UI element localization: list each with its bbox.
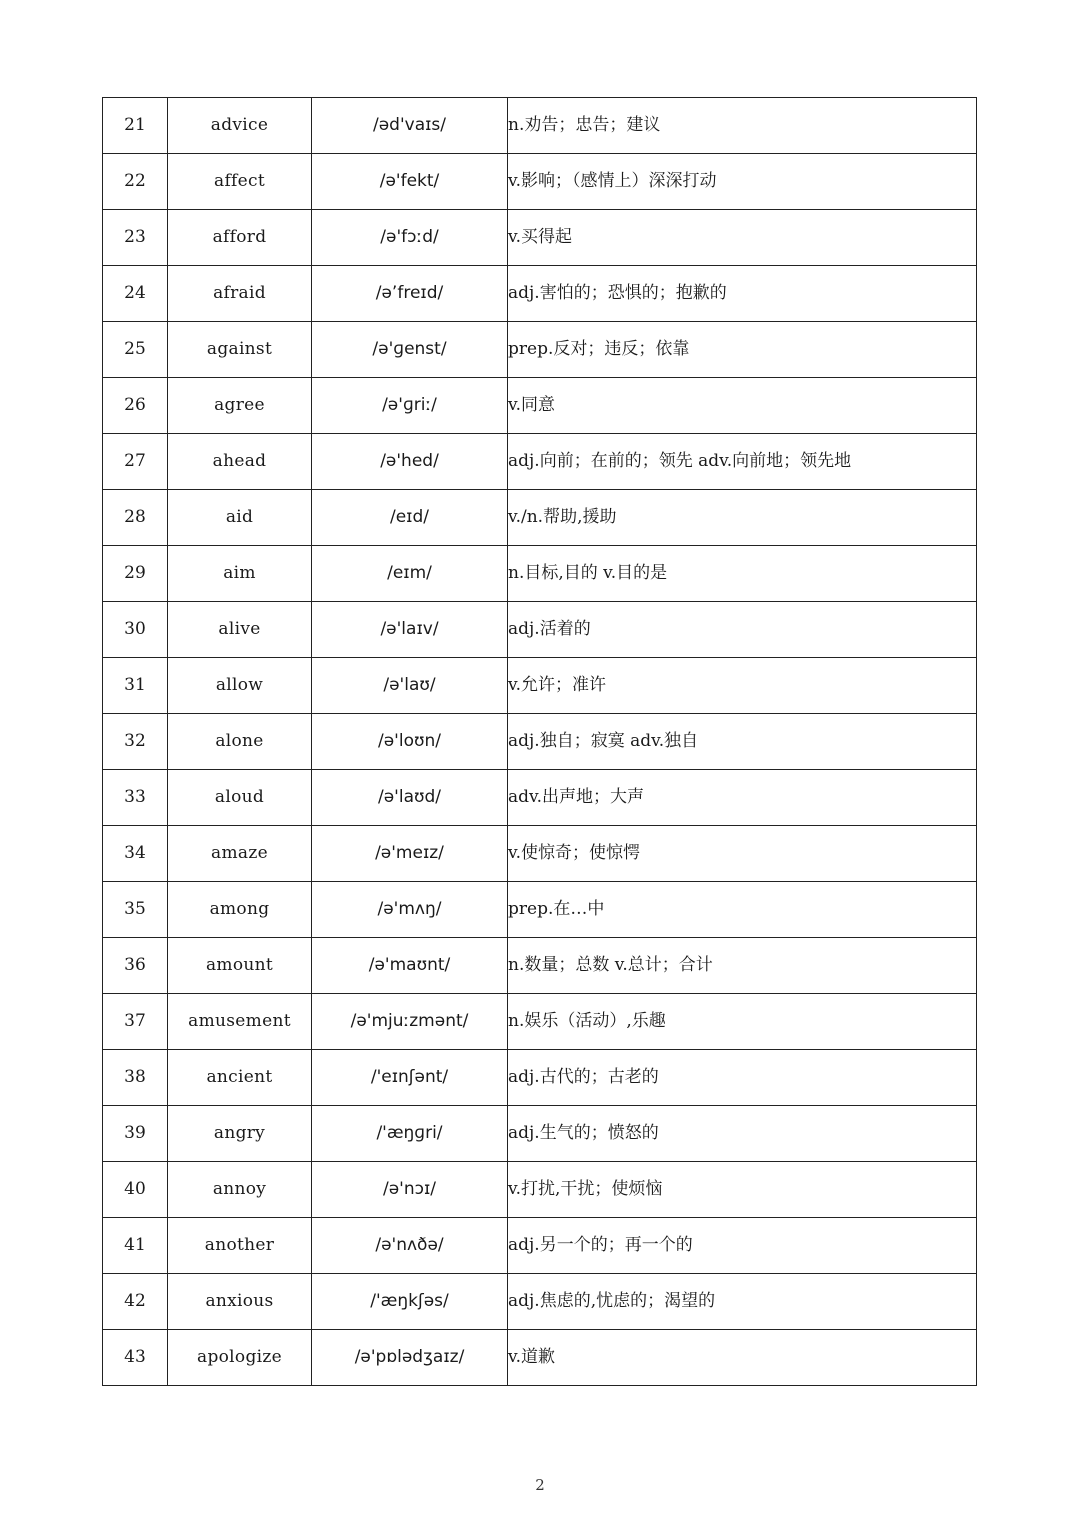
phonetic-cell: /eɪd/ [312,490,508,546]
word-cell: ahead [168,434,312,490]
row-number: 22 [103,154,168,210]
row-number: 31 [103,658,168,714]
definition-cell: n.娱乐（活动）,乐趣 [508,994,977,1050]
phonetic-cell: /ə’freɪd/ [312,266,508,322]
definition-cell: adj.焦虑的,忧虑的；渴望的 [508,1274,977,1330]
word-cell: allow [168,658,312,714]
word-cell: ancient [168,1050,312,1106]
word-cell: aid [168,490,312,546]
word-cell: aloud [168,770,312,826]
phonetic-cell: /ə'laɪv/ [312,602,508,658]
word-cell: alive [168,602,312,658]
row-number: 28 [103,490,168,546]
phonetic-cell: /ə'maʊnt/ [312,938,508,994]
phonetic-cell: /ə'laʊd/ [312,770,508,826]
row-number: 42 [103,1274,168,1330]
word-cell: afraid [168,266,312,322]
table-row [103,658,977,714]
definition-cell: n.数量；总数 v.总计；合计 [508,938,977,994]
phonetic-cell: /ə'pɒlədʒaɪz/ [312,1330,508,1386]
phonetic-cell: /ə'mjuːzmənt/ [312,994,508,1050]
table-row [103,266,977,322]
definition-cell: adj.独自；寂寞 adv.独自 [508,714,977,770]
phonetic-cell: /'æŋkʃəs/ [312,1274,508,1330]
row-number: 34 [103,826,168,882]
row-number: 35 [103,882,168,938]
definition-cell: prep.反对；违反；依靠 [508,322,977,378]
table-row [103,154,977,210]
word-cell: apologize [168,1330,312,1386]
definition-cell: v.道歉 [508,1330,977,1386]
definition-cell: n.目标,目的 v.目的是 [508,546,977,602]
word-cell: agree [168,378,312,434]
word-cell: anxious [168,1274,312,1330]
phonetic-cell: /ə'ɡriː/ [312,378,508,434]
table-row [103,770,977,826]
row-number: 25 [103,322,168,378]
row-number: 40 [103,1162,168,1218]
table-row [103,938,977,994]
definition-cell: v.影响；（感情上）深深打动 [508,154,977,210]
phonetic-cell: /'æŋɡri/ [312,1106,508,1162]
table-row [103,1330,977,1386]
phonetic-cell: /ə'fɔːd/ [312,210,508,266]
phonetic-cell: /ə'laʊ/ [312,658,508,714]
word-cell: amusement [168,994,312,1050]
row-number: 43 [103,1330,168,1386]
word-cell: affect [168,154,312,210]
table-row [103,1050,977,1106]
word-cell: another [168,1218,312,1274]
row-number: 30 [103,602,168,658]
row-number: 21 [103,98,168,154]
table-row [103,378,977,434]
definition-cell: adj.古代的；古老的 [508,1050,977,1106]
definition-cell: v.买得起 [508,210,977,266]
phonetic-cell: /ə'fekt/ [312,154,508,210]
definition-cell: v.使惊奇；使惊愕 [508,826,977,882]
definition-cell: v.同意 [508,378,977,434]
definition-cell: adj.向前；在前的；领先 adv.向前地；领先地 [508,434,977,490]
word-cell: amaze [168,826,312,882]
row-number: 36 [103,938,168,994]
table-row [103,602,977,658]
word-cell: amount [168,938,312,994]
table-row [103,98,977,154]
table-row [103,490,977,546]
table-row [103,1274,977,1330]
row-number: 33 [103,770,168,826]
definition-cell: prep.在…中 [508,882,977,938]
row-number: 38 [103,1050,168,1106]
row-number: 41 [103,1218,168,1274]
row-number: 29 [103,546,168,602]
row-number: 23 [103,210,168,266]
row-number: 39 [103,1106,168,1162]
definition-cell: v./n.帮助,援助 [508,490,977,546]
phonetic-cell: /ə'loʊn/ [312,714,508,770]
table-row [103,1218,977,1274]
definition-cell: adj.活着的 [508,602,977,658]
table-row [103,210,977,266]
row-number: 37 [103,994,168,1050]
vocabulary-table [102,97,977,1386]
table-row [103,434,977,490]
table-row [103,1106,977,1162]
definition-cell: adj.另一个的；再一个的 [508,1218,977,1274]
phonetic-cell: /eɪm/ [312,546,508,602]
phonetic-cell: /ə'hed/ [312,434,508,490]
row-number: 26 [103,378,168,434]
table-row [103,882,977,938]
word-cell: aim [168,546,312,602]
phonetic-cell: /ə'nɔɪ/ [312,1162,508,1218]
row-number: 27 [103,434,168,490]
row-number: 24 [103,266,168,322]
table-row [103,994,977,1050]
word-cell: annoy [168,1162,312,1218]
phonetic-cell: /'eɪnʃənt/ [312,1050,508,1106]
vocabulary-table-body [103,98,977,1386]
table-row [103,546,977,602]
definition-cell: adj.生气的；愤怒的 [508,1106,977,1162]
page-number: 2 [535,1476,545,1494]
word-cell: afford [168,210,312,266]
table-row [103,714,977,770]
word-cell: advice [168,98,312,154]
definition-cell: n.劝告；忠告；建议 [508,98,977,154]
phonetic-cell: /ə'mʌŋ/ [312,882,508,938]
phonetic-cell: /ə'nʌðə/ [312,1218,508,1274]
phonetic-cell: /əd'vaɪs/ [312,98,508,154]
definition-cell: adv.出声地；大声 [508,770,977,826]
table-row [103,322,977,378]
word-cell: against [168,322,312,378]
word-cell: among [168,882,312,938]
table-row [103,1162,977,1218]
word-cell: angry [168,1106,312,1162]
definition-cell: adj.害怕的；恐惧的；抱歉的 [508,266,977,322]
table-row [103,826,977,882]
word-cell: alone [168,714,312,770]
definition-cell: v.允许；准许 [508,658,977,714]
phonetic-cell: /ə'ɡenst/ [312,322,508,378]
row-number: 32 [103,714,168,770]
definition-cell: v.打扰,干扰；使烦恼 [508,1162,977,1218]
phonetic-cell: /ə'meɪz/ [312,826,508,882]
